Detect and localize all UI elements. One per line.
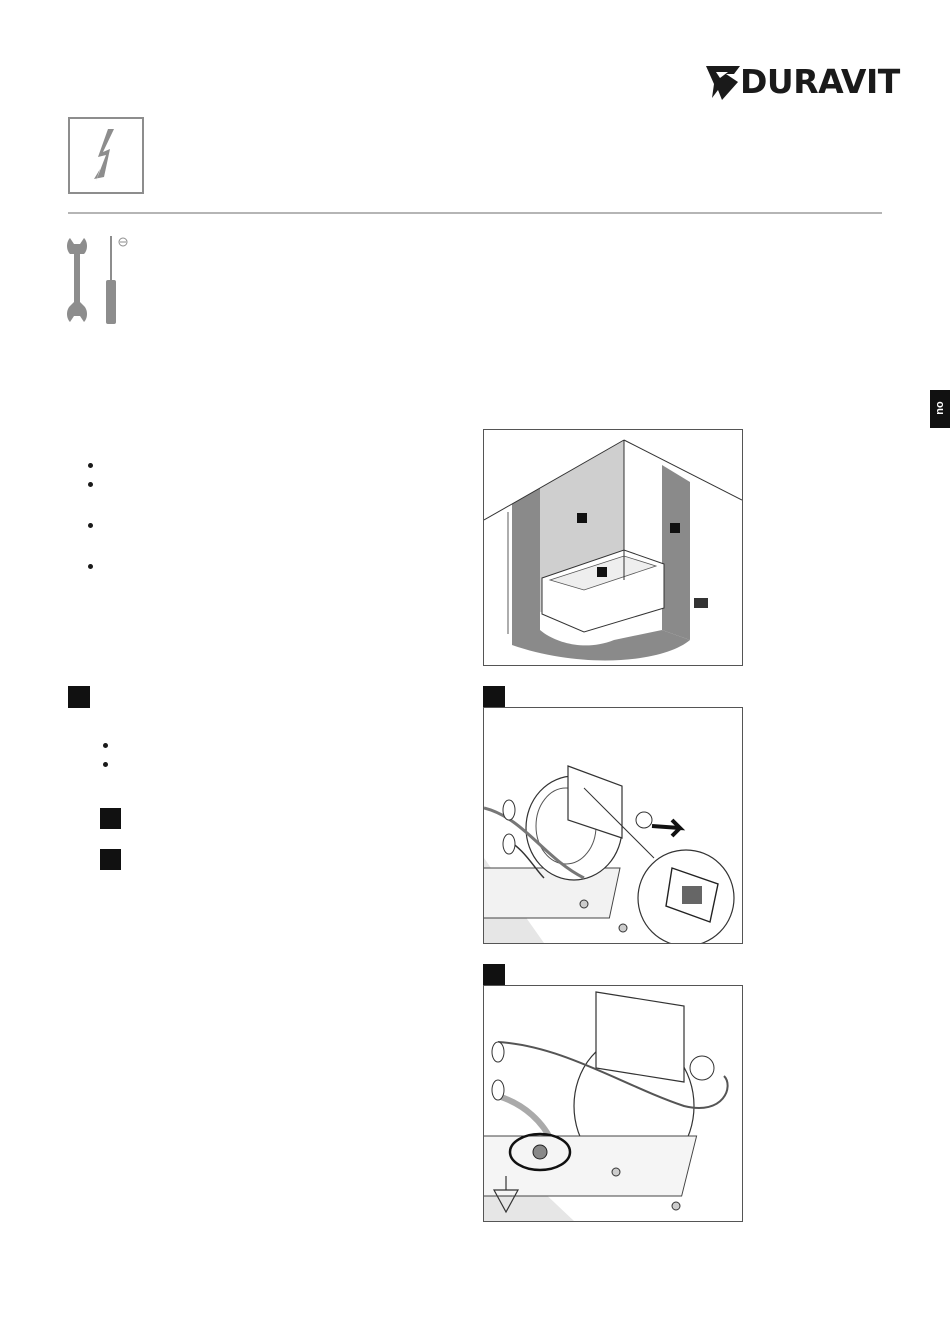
figure-marker [483, 686, 505, 708]
brand-wordmark: DURAVIT [740, 62, 900, 101]
required-tools [64, 232, 134, 328]
step-marker [100, 808, 121, 829]
list-bullet [88, 564, 93, 569]
language-tab [930, 390, 950, 428]
header-divider [68, 212, 882, 214]
list-bullet [103, 762, 108, 767]
zone-marker [670, 523, 680, 533]
step-marker [100, 849, 121, 870]
list-bullet [103, 743, 108, 748]
zone-area [662, 465, 690, 640]
list-bullet [88, 463, 93, 468]
step-marker [68, 686, 90, 708]
list-bullet [88, 523, 93, 528]
zone-area [512, 488, 540, 630]
zone-marker [597, 567, 607, 577]
wrench-icon [67, 238, 87, 322]
language-tab-label: no [934, 401, 946, 415]
zone-marker [577, 513, 587, 523]
figure-marker [483, 964, 505, 986]
electrical-warning-box [68, 117, 144, 194]
duravit-logo [704, 60, 900, 104]
zone-diagram-figure [483, 429, 743, 666]
list-bullet [88, 482, 93, 487]
electrical-hazard-icon [70, 119, 142, 192]
screwdriver-icon [106, 236, 127, 324]
duravit-bird-icon [704, 60, 744, 104]
pump-connection-figure [483, 707, 743, 944]
ground-connection-figure [483, 985, 743, 1222]
socket-icon [694, 598, 708, 608]
